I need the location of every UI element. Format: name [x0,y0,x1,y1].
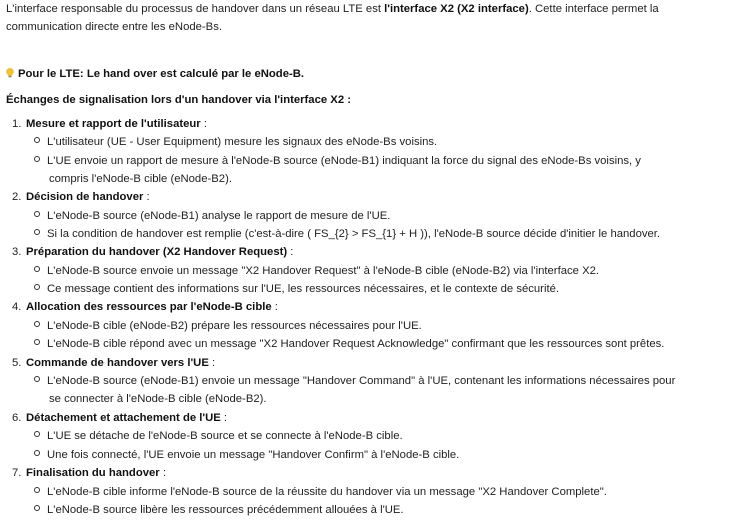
list-item: L'eNode-B cible (eNode-B2) prépare les ressources nécessaires pour l'UE. [34,319,422,334]
step-6-title: 6. Détachement et attachement de l'UE : [12,412,228,424]
step-2-title: 2. Décision de handover : [12,191,150,203]
list-item: L'eNode-B source (eNode-B1) envoie un message "Handover Command" à l'UE, contenant les informations nécessaires pour [34,374,675,389]
list-item: Ce message contient des informations sur l'UE, les ressources nécessaires, et le contexte de sécurité. [34,282,559,297]
list-item: Si la condition de handover est remplie (c'est-à-dire ( FS_{2} > FS_{1} + H )), l'eNode-B source décide d'initier le handover. [34,227,660,242]
bullet-icon [34,505,40,511]
bullet-icon [34,321,40,327]
list-item: L'utilisateur (UE - User Equipment) mesure les signaux des eNode-Bs voisins. [34,135,437,150]
intro-line-1 [6,2,659,17]
bullet-icon [34,376,40,382]
note-text: Pour le LTE: Le hand over est calculé par le eNode-B. [18,68,305,80]
list-item-continuation: se connecter à l'eNode-B cible (eNode-B2). [49,393,267,405]
bullet-icon [34,339,40,345]
list-item: L'eNode-B source (eNode-B1) analyse le rapport de mesure de l'UE. [34,209,390,224]
list-item: L'eNode-B source libère les ressources précédemment allouées à l'UE. [34,503,404,518]
intro-line-2: communication directe entre les eNode-Bs. [6,21,222,33]
list-item: L'eNode-B cible répond avec un message "X2 Handover Request Acknowledge" confirmant que les ressources sont prêtes. [34,337,664,352]
bullet-icon [34,137,40,143]
step-1-title: 1. Mesure et rapport de l'utilisateur : [12,118,207,130]
list-item: Une fois connecté, l'UE envoie un message "Handover Confirm" à l'eNode-B cible. [34,448,459,463]
list-item: L'UE envoie un rapport de mesure à l'eNode-B source (eNode-B1) indiquant la force du signal des eNode-Bs voisins, y [34,154,641,169]
intro-text: L'interface responsable du processus de handover dans un réseau LTE est [6,3,385,15]
bullet-icon [34,487,40,493]
bullet-icon [34,450,40,456]
step-3-title: 3. Préparation du handover (X2 Handover Request) : [12,246,294,258]
list-item: L'eNode-B cible informe l'eNode-B source de la réussite du handover via un message "X2 Handover Complete". [34,485,607,500]
list-item-continuation: compris l'eNode-B cible (eNode-B2). [49,173,232,185]
step-7-title: 7. Finalisation du handover : [12,467,166,479]
bullet-icon [34,211,40,217]
lightbulb-icon [6,68,14,78]
bullet-icon [34,266,40,272]
bullet-icon [34,229,40,235]
section-heading: Échanges de signalisation lors d'un handover via l'interface X2 : [6,94,352,106]
step-5-title: 5. Commande de handover vers l'UE : [12,357,216,369]
step-4-title: 4. Allocation des ressources par l'eNode-B cible : [12,301,278,313]
intro-bold: l'interface X2 (X2 interface) [384,3,529,15]
list-item: L'UE se détache de l'eNode-B source et se connecte à l'eNode-B cible. [34,429,403,444]
bullet-icon [34,431,40,437]
bullet-icon [34,284,40,290]
note [6,67,304,82]
list-item: L'eNode-B source envoie un message "X2 Handover Request" à l'eNode-B cible (eNode-B2) via l'interface X2. [34,264,599,279]
bullet-icon [34,156,40,162]
intro-text-end: . Cette interface permet la [528,3,659,15]
